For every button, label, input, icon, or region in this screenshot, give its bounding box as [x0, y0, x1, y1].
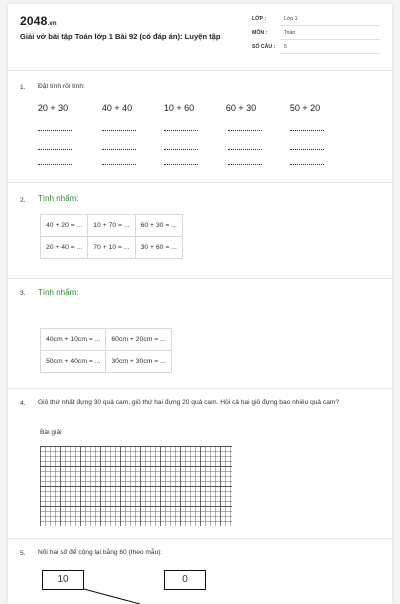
q4-text: Giỏ thứ nhất đựng 30 quả cam, giỏ thứ hai đựng 20 quả cam. Hỏi cả hai giỏ đựng bao nhiêu quả cam?	[38, 399, 340, 406]
dot-line	[290, 162, 324, 165]
q1-expression: 60 + 30	[225, 103, 257, 113]
section-divider	[8, 538, 392, 539]
dot-line	[164, 128, 198, 131]
answer-grid[interactable]	[40, 446, 232, 526]
dot-line	[290, 147, 324, 150]
dot-line	[102, 162, 136, 165]
q3-table	[40, 328, 172, 373]
table-row	[41, 215, 183, 237]
dot-line	[228, 162, 262, 165]
worksheet-header	[8, 4, 392, 70]
dot-line	[38, 162, 72, 165]
dot-line	[228, 147, 262, 150]
table-cell: 40cm + 10cm = ...	[41, 329, 106, 351]
q2-table	[40, 214, 183, 259]
meta-divider	[280, 25, 380, 26]
dot-line	[164, 147, 198, 150]
worksheet-page	[8, 4, 392, 604]
section-divider	[8, 182, 392, 183]
meta-label: SỐ CÂU :	[252, 44, 276, 50]
q1-text: Đặt tính rồi tính:	[38, 83, 85, 90]
table-cell: 30 + 60 = ...	[135, 237, 182, 259]
site-logo[interactable]	[20, 14, 57, 28]
logo-main: 2048	[20, 14, 48, 28]
dot-line	[38, 147, 72, 150]
q2-number: 2.	[20, 197, 26, 204]
q3-number: 3.	[20, 290, 26, 297]
meta-divider	[280, 53, 380, 54]
grid-lines	[40, 446, 232, 526]
dot-line	[102, 128, 136, 131]
table-row	[41, 237, 183, 259]
logo-suffix: .vn	[47, 21, 57, 27]
section-divider	[8, 278, 392, 279]
meta-value: 5	[284, 44, 287, 50]
q1-expression: 20 + 30	[37, 103, 69, 113]
meta-question-count	[252, 41, 380, 55]
dot-line	[38, 128, 72, 131]
connector-line	[80, 588, 140, 604]
meta-value: Toán	[284, 30, 296, 36]
q3-title: Tính nhẩm:	[38, 288, 79, 297]
q5-number: 5.	[20, 550, 26, 557]
page-title: Giải vở bài tập Toán lớp 1 Bài 92 (có đáp án): Luyện tập	[20, 32, 221, 41]
meta-label: LỚP :	[252, 16, 267, 22]
dot-line	[164, 162, 198, 165]
q5-text: Nối hai số để cộng lại bằng 60 (theo mẫu):	[38, 549, 163, 556]
table-cell: 40 + 20 = ...	[41, 215, 88, 237]
q1-expression: 50 + 20	[289, 103, 321, 113]
section-divider	[8, 388, 392, 389]
q4-answer-label: Bài giải	[40, 429, 62, 436]
dot-line	[290, 128, 324, 131]
q1-number: 1.	[20, 84, 26, 91]
q1-expression: 10 + 60	[163, 103, 195, 113]
table-cell: 50cm + 40cm = ...	[41, 351, 106, 373]
table-cell: 10 + 70 = ...	[88, 215, 135, 237]
table-row	[41, 351, 172, 373]
table-cell: 30cm + 30cm = ...	[106, 351, 171, 373]
table-cell: 60cm + 20cm = ...	[106, 329, 171, 351]
table-cell: 20 + 40 = ...	[41, 237, 88, 259]
table-cell: 70 + 10 = ...	[88, 237, 135, 259]
dot-line	[102, 147, 136, 150]
meta-class	[252, 13, 380, 27]
number-box[interactable]: 0	[164, 570, 206, 590]
dot-line	[228, 128, 262, 131]
q2-title: Tính nhẩm:	[38, 194, 79, 203]
q1-expression: 40 + 40	[101, 103, 133, 113]
meta-value: Lớp 1	[284, 16, 298, 22]
meta-subject	[252, 27, 380, 41]
q4-number: 4.	[20, 400, 26, 407]
meta-divider	[280, 39, 380, 40]
meta-label: MÔN :	[252, 30, 268, 36]
table-row	[41, 329, 172, 351]
number-box[interactable]: 10	[42, 570, 84, 590]
table-cell: 60 + 30 = ...	[135, 215, 182, 237]
header-divider	[8, 70, 392, 71]
